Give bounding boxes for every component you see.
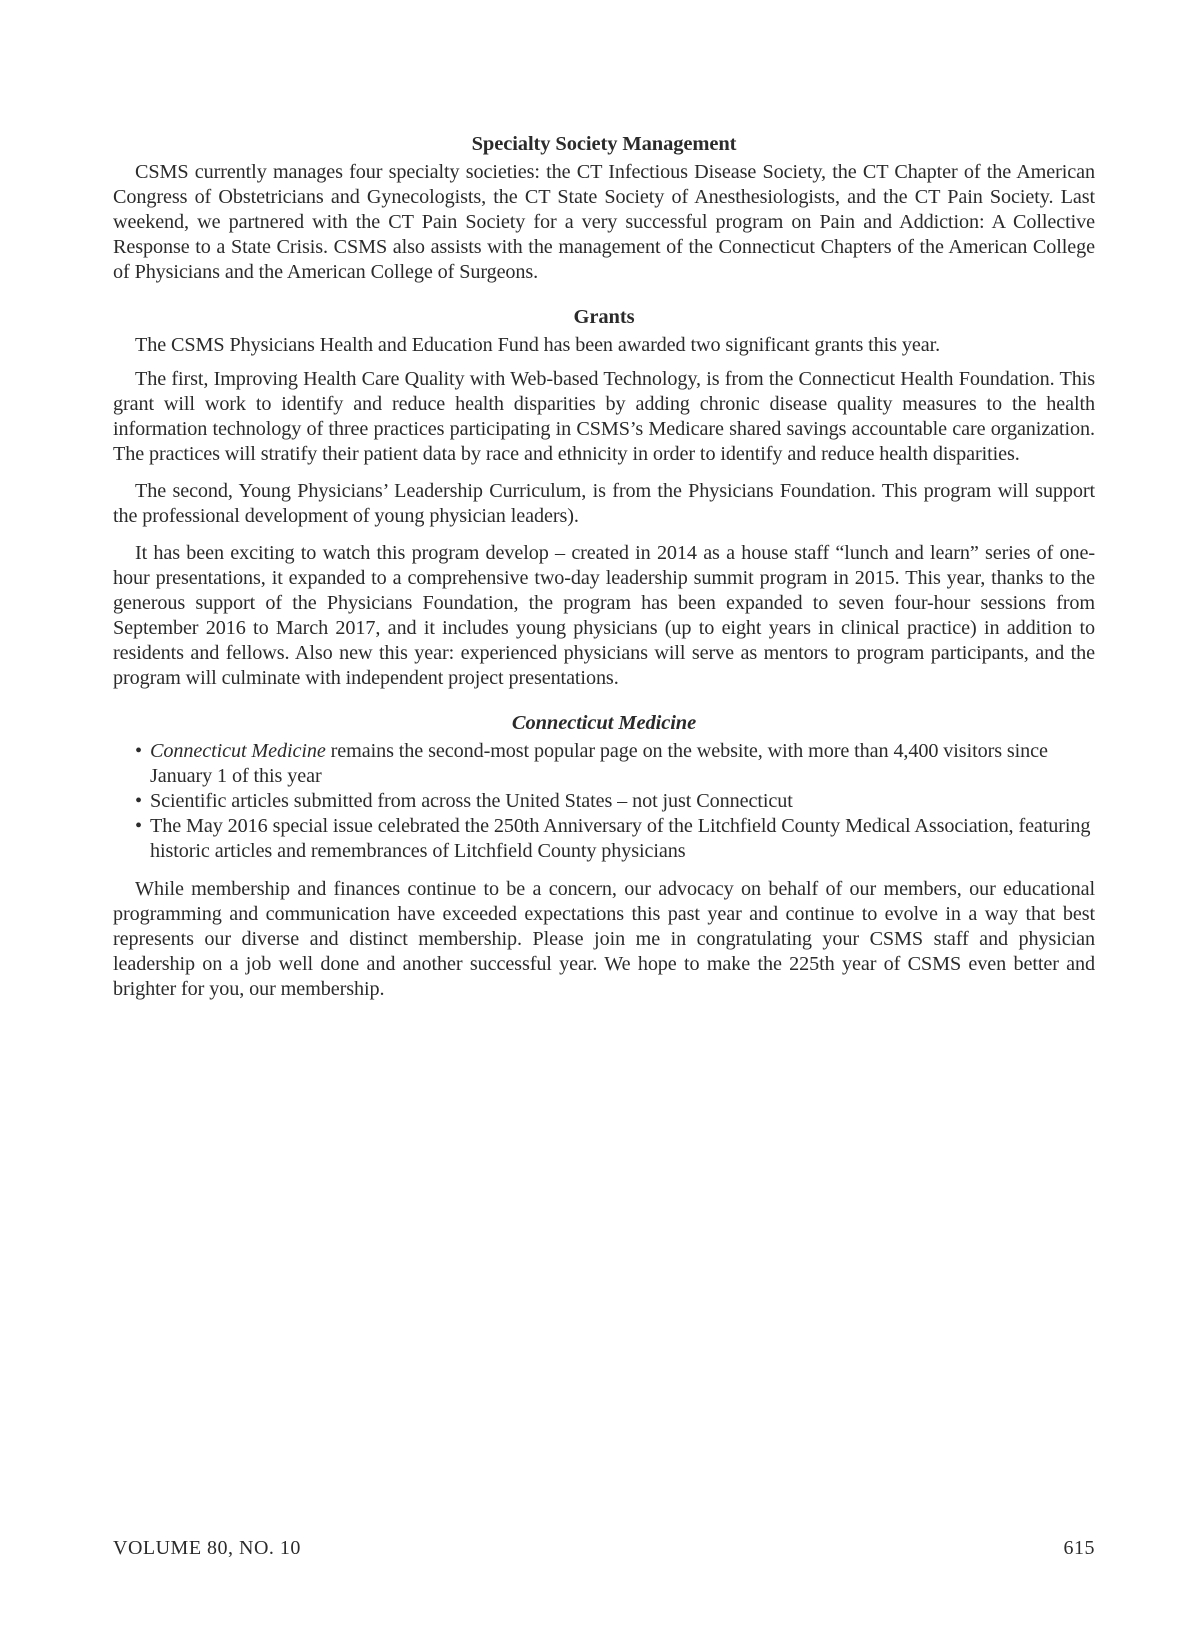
grants-paragraph-3: The second, Young Physicians’ Leadership Curriculum, is from the Physicians Foundation. This program will support the professional development of young physician leaders).: [113, 480, 1095, 527]
grants-paragraph-1: The CSMS Physicians Health and Education Fund has been awarded two significant grants this year.: [135, 334, 941, 356]
ctmed-heading: Connecticut Medicine: [511, 712, 697, 734]
grants-paragraph-4: It has been exciting to watch this program develop – created in 2014 as a house staff “lunch and learn” series of one-hour presentations, it expanded to a comprehensive two-day leadership summit program in 2015. This year, thanks to the generous support of the Physicians Foundation, the program has been expanded to seven four-hour sessions from September 2016 to March 2017, and it includes young physicians (up to eight years in clinical practice) in addition to residents and fellows. Also new this year: experienced physicians will serve as mentors to program participants, and the program will culminate with independent project presentations.: [113, 542, 1095, 689]
grants-paragraph-2: The first, Improving Health Care Quality with Web-based Technology, is from the Connecticut Health Foundation. This grant will work to identify and reduce health disparities by adding chronic disease quality measures to the health information technology of three practices participating in CSMS’s Medicare shared savings accountable care organization. The practices will stratify their patient data by race and ethnicity in order to identify and reduce health disparities.: [113, 368, 1095, 465]
bullet-text: The May 2016 special issue celebrated the 250th Anniversary of the Litchfield County Medical Association, featuring historic articles and remembrances of Litchfield County physicians: [150, 815, 1091, 862]
bullet-icon: •: [135, 740, 142, 762]
list-item: [135, 739, 1095, 789]
specialty-heading: Specialty Society Management: [471, 133, 737, 155]
grants-heading: Grants: [573, 306, 635, 328]
ctmed-bullet-list: [113, 739, 1095, 864]
list-item: [135, 789, 1095, 814]
bullet-text: remains the second-most popular page on the website, with more than 4,400 visitors since January 1 of this year: [150, 740, 1048, 787]
bullet-text: Scientific articles submitted from across the United States – not just Connecticut: [150, 790, 793, 812]
specialty-paragraph: CSMS currently manages four specialty societies: the CT Infectious Disease Society, the CT Chapter of the American Congress of Obstetricians and Gynecologists, the CT State Society of Anesthesiologists, and the CT Pain Society. Last weekend, we partnered with the CT Pain Society for a very successful program on Pain and Addiction: A Collective Response to a State Crisis. CSMS also assists with the management of the Connecticut Chapters of the American College of Physicians and the American College of Surgeons.: [113, 161, 1095, 283]
volume-label: VOLUME 80, NO. 10: [113, 1537, 301, 1559]
bullet-icon: •: [135, 790, 142, 812]
article-page: [113, 132, 1095, 1014]
closing-paragraph: While membership and finances continue to be a concern, our advocacy on behalf of our members, our educational programming and communication have exceeded expectations this past year and continue to evolve in a way that best represents our diverse and distinct membership. Please join me in congratulating your CSMS staff and physician leadership on a job well done and another successful year. We hope to make the 225th year of CSMS even better and brighter for you, our membership.: [113, 878, 1095, 1000]
page-number: 615: [1063, 1537, 1095, 1559]
bullet-icon: •: [135, 815, 142, 837]
list-item: [135, 814, 1095, 864]
journal-title: Connecticut Medicine: [150, 740, 326, 762]
